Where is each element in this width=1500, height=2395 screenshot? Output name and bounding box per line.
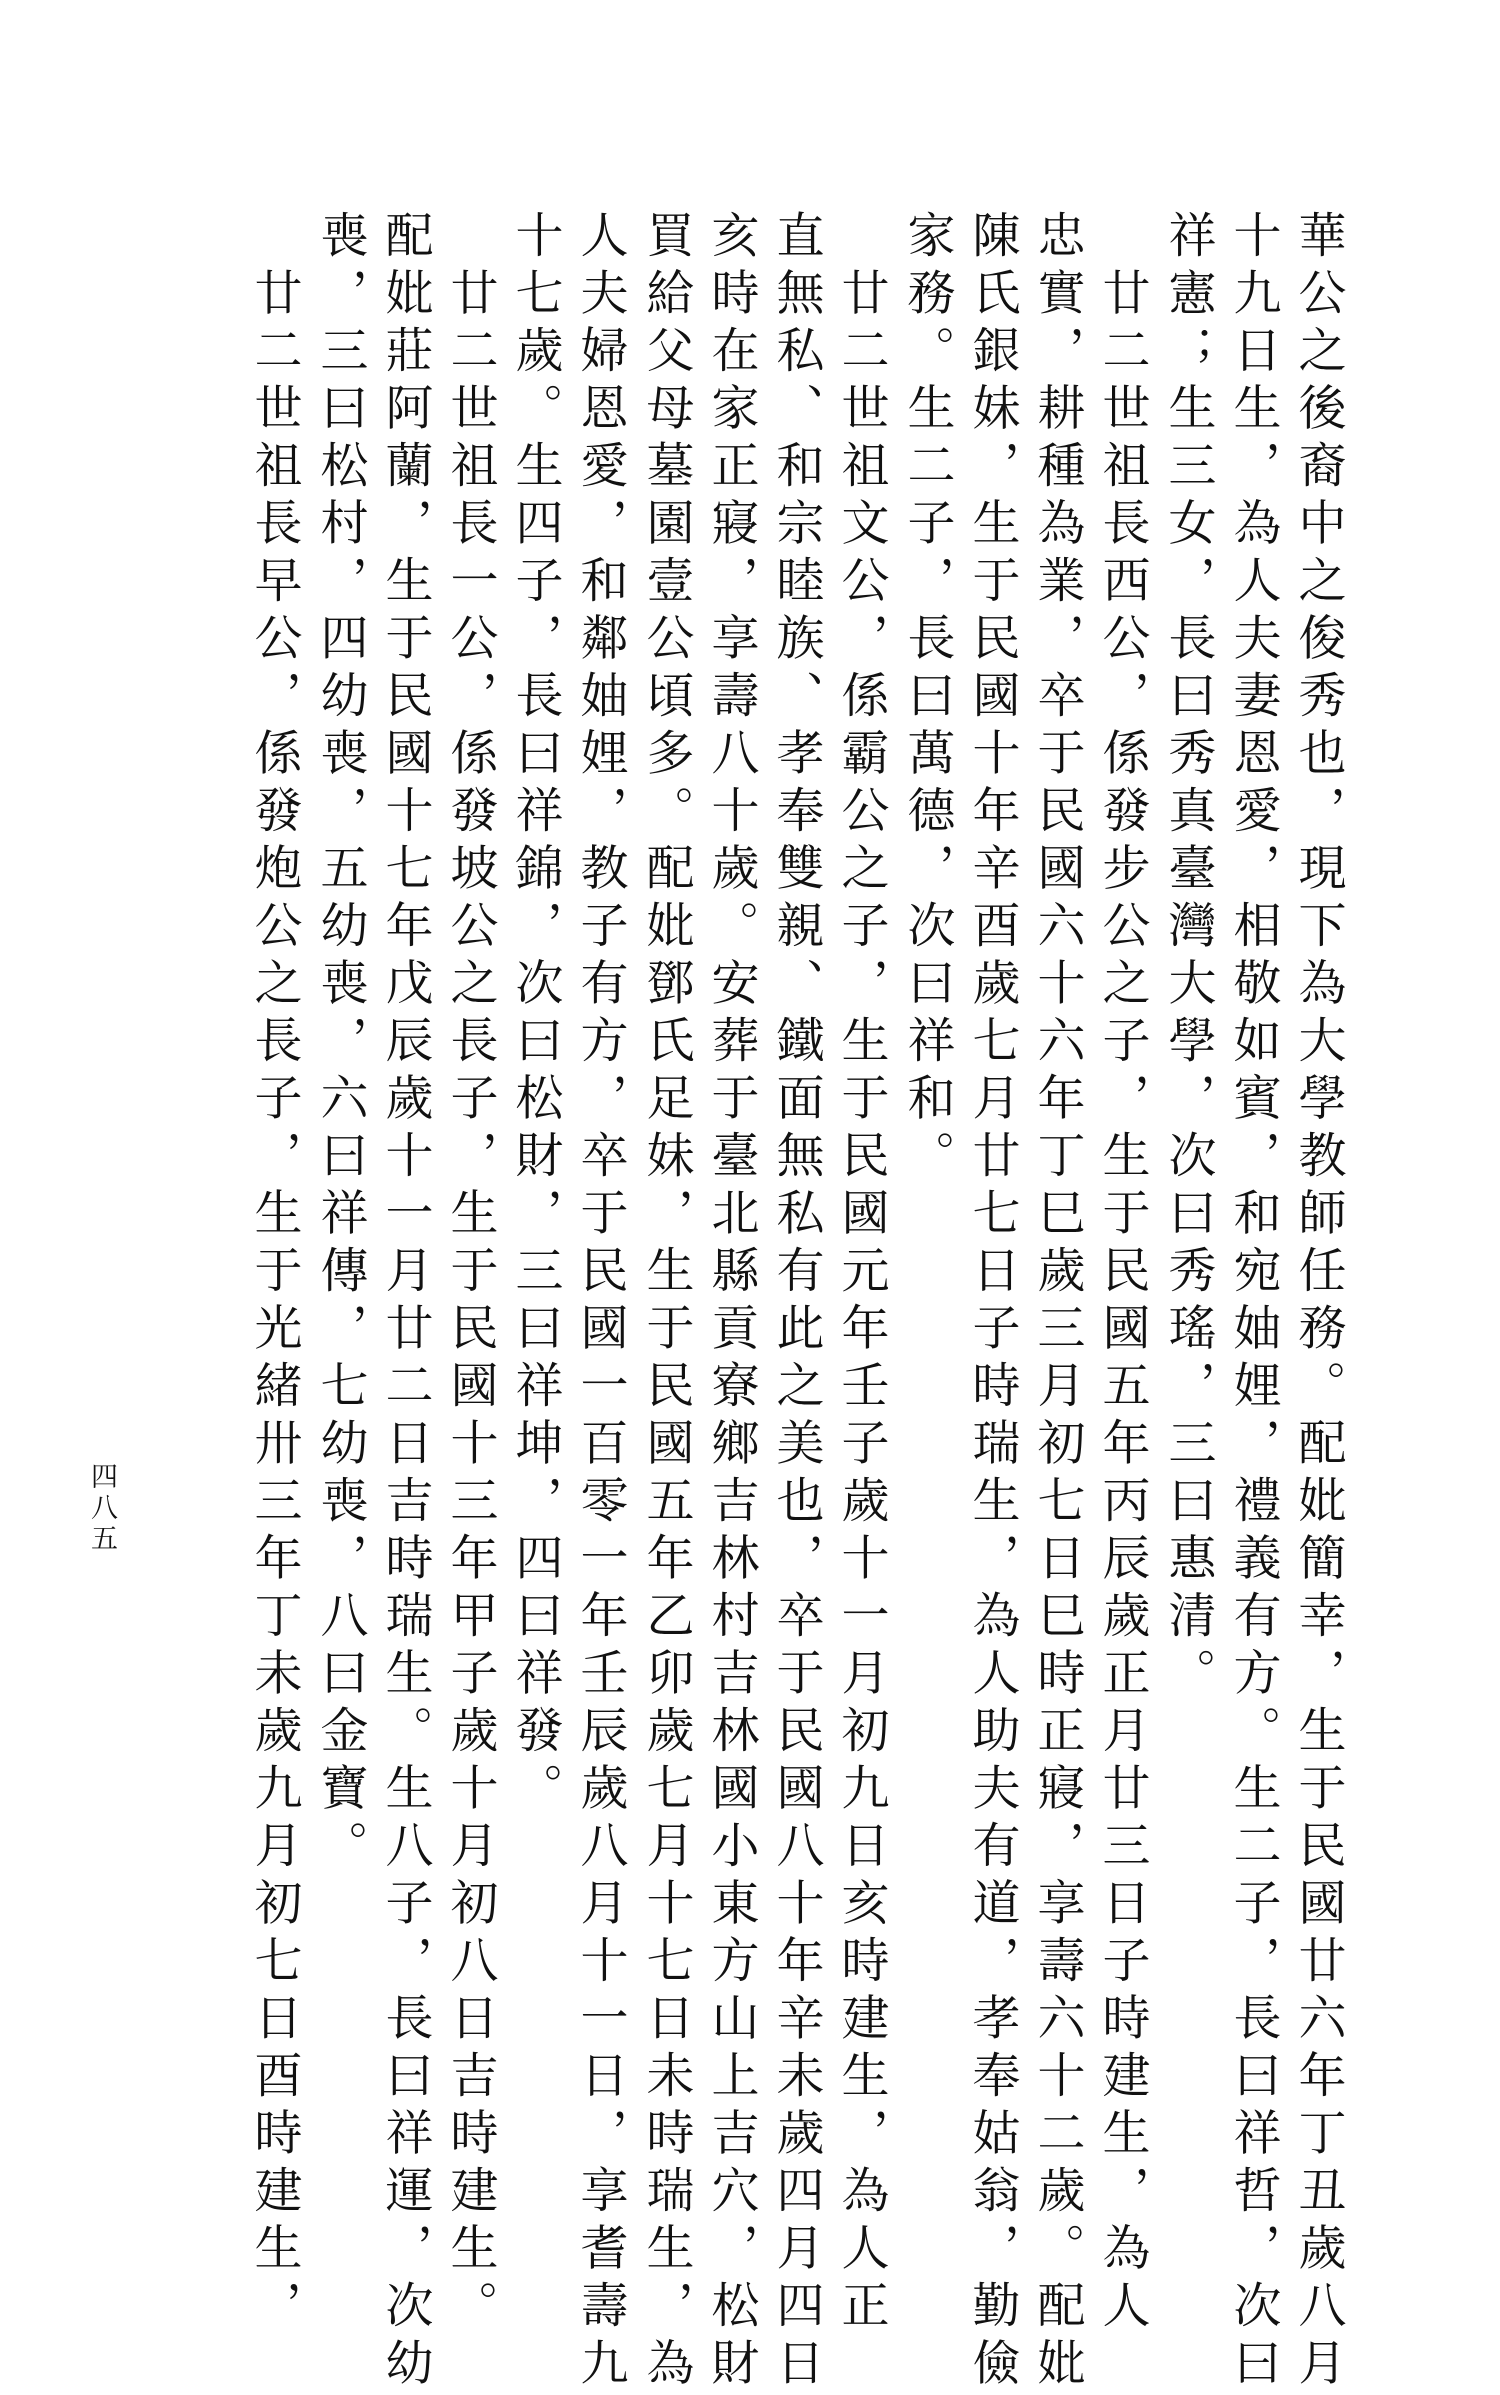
text-column-11: 買給父母墓園壹公頃多。配妣鄧氏足妹，生于民國五年乙卯歲七月十七日未時瑞生，為 [638, 210, 694, 2395]
text-column-16: 喪，三曰松村，四幼喪，五幼喪，六曰祥傳，七幼喪，八曰金寶。 [312, 210, 368, 1878]
text-column-5: 忠實，耕種為業，卒于民國六十六年丁巳歲三月初七日巳時正寢，享壽六十二歲。配妣 [1029, 210, 1085, 2395]
text-column-3: 祥憲；生三女，長曰秀真臺灣大學，次曰秀瑤，三曰惠清。 [1160, 210, 1216, 1705]
text-column-2: 十九日生，為人夫妻恩愛，相敬如賓，和宛妯娌，禮義有方。生二子，長曰祥哲，次曰 [1225, 210, 1281, 2395]
text-column-8: 廿二世祖文公，係霸公之子，生于民國元年壬子歲十一月初九日亥時建生，為人正 [833, 210, 889, 2338]
text-column-10: 亥時在家正寢，享壽八十歲。安葬于臺北縣貢寮鄉吉林村吉林國小東方山上吉穴，松財 [703, 210, 759, 2395]
text-column-13: 十七歲。生四子，長曰祥錦，次曰松財，三曰祥坤，四曰祥發。 [507, 210, 563, 1820]
text-column-1: 華公之後裔中之俊秀也，現下為大學教師任務。配妣簡幸，生于民國廿六年丁丑歲八月 [1290, 210, 1346, 2395]
text-column-14: 廿二世祖長一公，係發坡公之長子，生于民國十三年甲子歲十月初八日吉時建生。 [442, 210, 498, 2338]
text-column-6: 陳氏銀妹，生于民國十年辛酉歲七月廿七日子時瑞生，為人助夫有道，孝奉姑翁，勤儉 [964, 210, 1020, 2395]
text-column-17: 廿二世祖長早公，係發炮公之長子，生于光緒卅三年丁未歲九月初七日酉時建生， [246, 210, 302, 2338]
text-column-12: 人夫婦恩愛，和鄰妯娌，教子有方，卒于民國一百零一年壬辰歲八月十一日，享耆壽九 [572, 210, 628, 2395]
text-column-15: 配妣莊阿蘭，生于民國十七年戊辰歲十一月廿二日吉時瑞生。生八子，長曰祥運，次幼 [377, 210, 433, 2395]
text-column-4: 廿二世祖長西公，係發步公之子，生于民國五年丙辰歲正月廿三日子時建生，為人 [1094, 210, 1150, 2338]
text-column-7: 家務。生二子，長曰萬德，次曰祥和。 [899, 210, 955, 1188]
page-number: 四八五 [86, 1462, 117, 1555]
text-column-9: 直無私、和宗睦族、孝奉雙親、鐵面無私有此之美也，卒于民國八十年辛未歲四月四日 [768, 210, 824, 2395]
